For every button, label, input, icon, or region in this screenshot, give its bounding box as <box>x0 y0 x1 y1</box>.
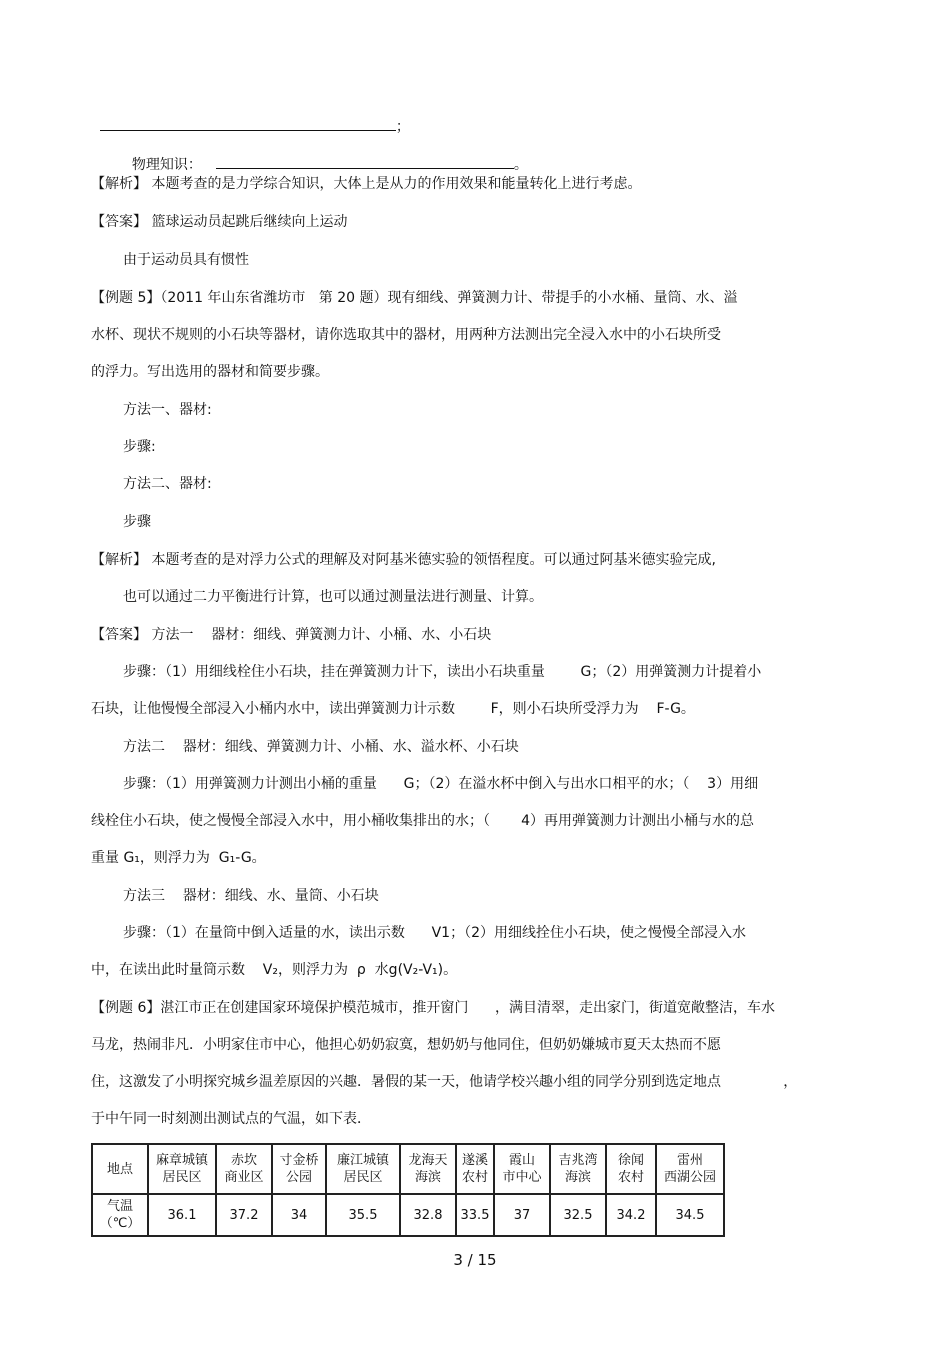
method-one-steps: 步骤: <box>123 439 156 455</box>
location-cell: 雷州 西湖公园 <box>656 1144 724 1194</box>
answer-steps-text: 步骤：（1）用细线栓住小石块，挂在弹簧测力计下，读出小石块重量 G；（2）用弹簧测力计提着小 <box>123 664 762 680</box>
location-cell: 麻章城镇 居民区 <box>148 1144 216 1194</box>
table-row <box>92 1144 724 1194</box>
answer-paragraph: 【答案】 篮球运动员起跳后继续向上运动 <box>91 214 348 230</box>
physics-knowledge-label: 物理知识： <box>131 157 202 173</box>
location-cell: 吉兆湾 海滨 <box>550 1144 606 1194</box>
temperature-cell: 37.2 <box>216 1194 272 1236</box>
answer-steps-text: 重量 G₁，则浮力为 G₁-G。 <box>91 850 266 866</box>
answer-method-two: 方法二 器材：细线、弹簧测力计、小桶、水、溢水杯、小石块 <box>123 739 519 755</box>
temperature-cell: 34.2 <box>606 1194 656 1236</box>
answer-blank-line <box>91 100 410 136</box>
location-cell: 寸金桥 公园 <box>272 1144 326 1194</box>
temperature-cell: 32.5 <box>550 1194 606 1236</box>
temperature-cell: 35.5 <box>326 1194 400 1236</box>
temperature-cell: 34 <box>272 1194 326 1236</box>
location-cell: 霞山 市中心 <box>494 1144 550 1194</box>
example-6-title: 【例题 6】湛江市正在创建国家环境保护模范城市，推开窗门 ，满目清翠，走出家门，街道宽敞整洁，车水 <box>91 1000 776 1016</box>
example-6-text: 马龙，热闹非凡．小明家住市中心，他担心奶奶寂寞，想奶奶与他同住，但奶奶嫌城市夏天太热而不愿 <box>91 1037 721 1053</box>
location-cell: 遂溪 农村 <box>456 1144 494 1194</box>
location-cell: 龙海天 海滨 <box>400 1144 456 1194</box>
temperature-cell: 36.1 <box>148 1194 216 1236</box>
analysis-continuation: 也可以通过二力平衡进行计算，也可以通过测量法进行测量、计算。 <box>123 589 543 605</box>
answer-steps-text: 步骤：（1）在量筒中倒入适量的水，读出示数 V1；（2）用细线拴住小石块，使之慢慢全部浸入水 <box>123 925 746 941</box>
answer-steps-text: 中，在读出此时量筒示数 V₂，则浮力为 ρ 水g(V₂-V₁)。 <box>91 962 458 978</box>
answer-method-one: 【答案】 方法一 器材：细线、弹簧测力计、小桶、水、小石块 <box>91 627 492 643</box>
answer-steps-text: 线栓住小石块，使之慢慢全部浸入水中，用小桶收集排出的水；（ 4）再用弹簧测力计测出小桶与水的总 <box>91 813 755 829</box>
page-number: 3 / 15 <box>453 1251 497 1269</box>
table-row <box>92 1194 724 1236</box>
analysis-paragraph: 【解析】 本题考查的是力学综合知识，大体上是从力的作用效果和能量转化上进行考虑。 <box>91 176 642 192</box>
location-cell: 赤坎 商业区 <box>216 1144 272 1194</box>
line-end-mark: 。 <box>513 157 528 173</box>
example-5-title: 【例题 5】（2011 年山东省潍坊市 第 20 题）现有细线、弹簧测力计、带提手的小水桶、量筒、水、溢 <box>91 290 738 306</box>
answer-steps-text: 步骤：（1）用弹簧测力计测出小桶的重量 G；（2）在溢水杯中倒入与出水口相平的水；（ 3）用细 <box>123 776 759 792</box>
method-two-equipment: 方法二、器材: <box>123 476 212 492</box>
analysis-paragraph: 【解析】 本题考查的是对浮力公式的理解及对阿基米德实验的领悟程度。可以通过阿基米德实验完成, <box>91 552 716 568</box>
answer-steps-text: 石块，让他慢慢全部浸入小桶内水中，读出弹簧测力计示数 F，则小石块所受浮力为 F-G。 <box>91 701 695 717</box>
temperature-cell: 33.5 <box>456 1194 494 1236</box>
method-two-steps: 步骤 <box>123 514 151 530</box>
example-5-text: 的浮力。写出选用的器材和简要步骤。 <box>91 364 329 380</box>
table-header-cell: 气温 （℃） <box>92 1194 148 1236</box>
answer-continuation: 由于运动员具有惯性 <box>123 252 249 268</box>
table-header-cell: 地点 <box>92 1144 148 1194</box>
example-5-text: 水杯、现状不规则的小石块等器材，请你选取其中的器材，用两种方法测出完全浸入水中的小石块所受 <box>91 327 721 343</box>
fill-blank <box>216 156 514 169</box>
fill-blank <box>100 118 396 131</box>
answer-method-three: 方法三 器材：细线、水、量筒、小石块 <box>123 888 379 904</box>
example-6-text: 住，这激发了小明探究城乡温差原因的兴趣．暑假的某一天，他请学校兴趣小组的同学分别到选定地点 ， <box>91 1074 798 1090</box>
temperature-cell: 37 <box>494 1194 550 1236</box>
line-end-mark: ； <box>395 119 410 135</box>
temperature-cell: 34.5 <box>656 1194 724 1236</box>
example-6-text: 于中午同一时刻测出测试点的气温，如下表． <box>91 1111 371 1127</box>
physics-knowledge-line <box>123 138 528 174</box>
location-cell: 徐闻 农村 <box>606 1144 656 1194</box>
temperature-table <box>91 1143 725 1237</box>
temperature-cell: 32.8 <box>400 1194 456 1236</box>
method-one-equipment: 方法一、器材: <box>123 402 212 418</box>
location-cell: 廉江城镇 居民区 <box>326 1144 400 1194</box>
